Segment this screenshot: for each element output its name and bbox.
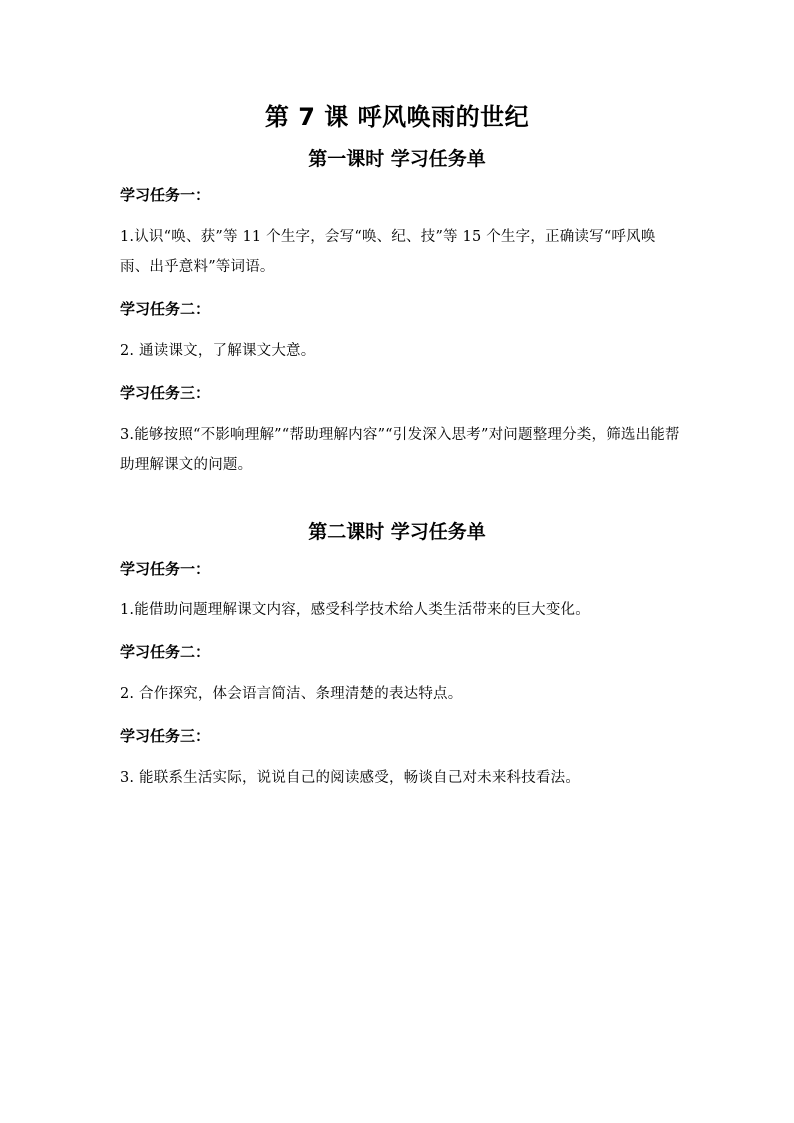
lesson-1-task-3-text: 3.能够按照“不影响理解”“帮助理解内容”“引发深入思考”对问题整理分类，筛选出能帮助理解课文的问题。 (120, 427, 680, 473)
lesson-1-task-3-label: 学习任务三： (120, 384, 211, 402)
lesson-2-heading: 第二课时 学习任务单 (308, 521, 486, 543)
lesson-1-heading: 第一课时 学习任务单 (308, 148, 486, 170)
lesson-2-task-3-text: 3. 能联系生活实际，说说自己的阅读感受，畅谈自己对未来科技看法。 (120, 770, 581, 786)
lesson-2-task-2-label: 学习任务二： (120, 643, 211, 661)
page-title: 第 7 课 呼风唤雨的世纪 (264, 103, 530, 131)
lesson-2-task-1-text: 1.能借助问题理解课文内容，感受科学技术给人类生活带来的巨大变化。 (120, 602, 590, 618)
lesson-2-task-3-label: 学习任务三： (120, 727, 211, 745)
lesson-2-task-2-text: 2. 合作探究，体会语言简洁、条理清楚的表达特点。 (120, 686, 463, 702)
lesson-1-task-2-label: 学习任务二： (120, 300, 211, 318)
lesson-1-task-1-label: 学习任务一： (120, 186, 211, 204)
lesson-2-task-1-label: 学习任务一： (120, 560, 211, 578)
lesson-1-task-1-text: 1.认识“唤、获”等 11 个生字，会写“唤、纪、技”等 15 个生字，正确读写“呼风唤雨、出乎意料”等词语。 (120, 229, 656, 275)
lesson-1-task-2-text: 2. 通读课文，了解课文大意。 (120, 343, 316, 359)
